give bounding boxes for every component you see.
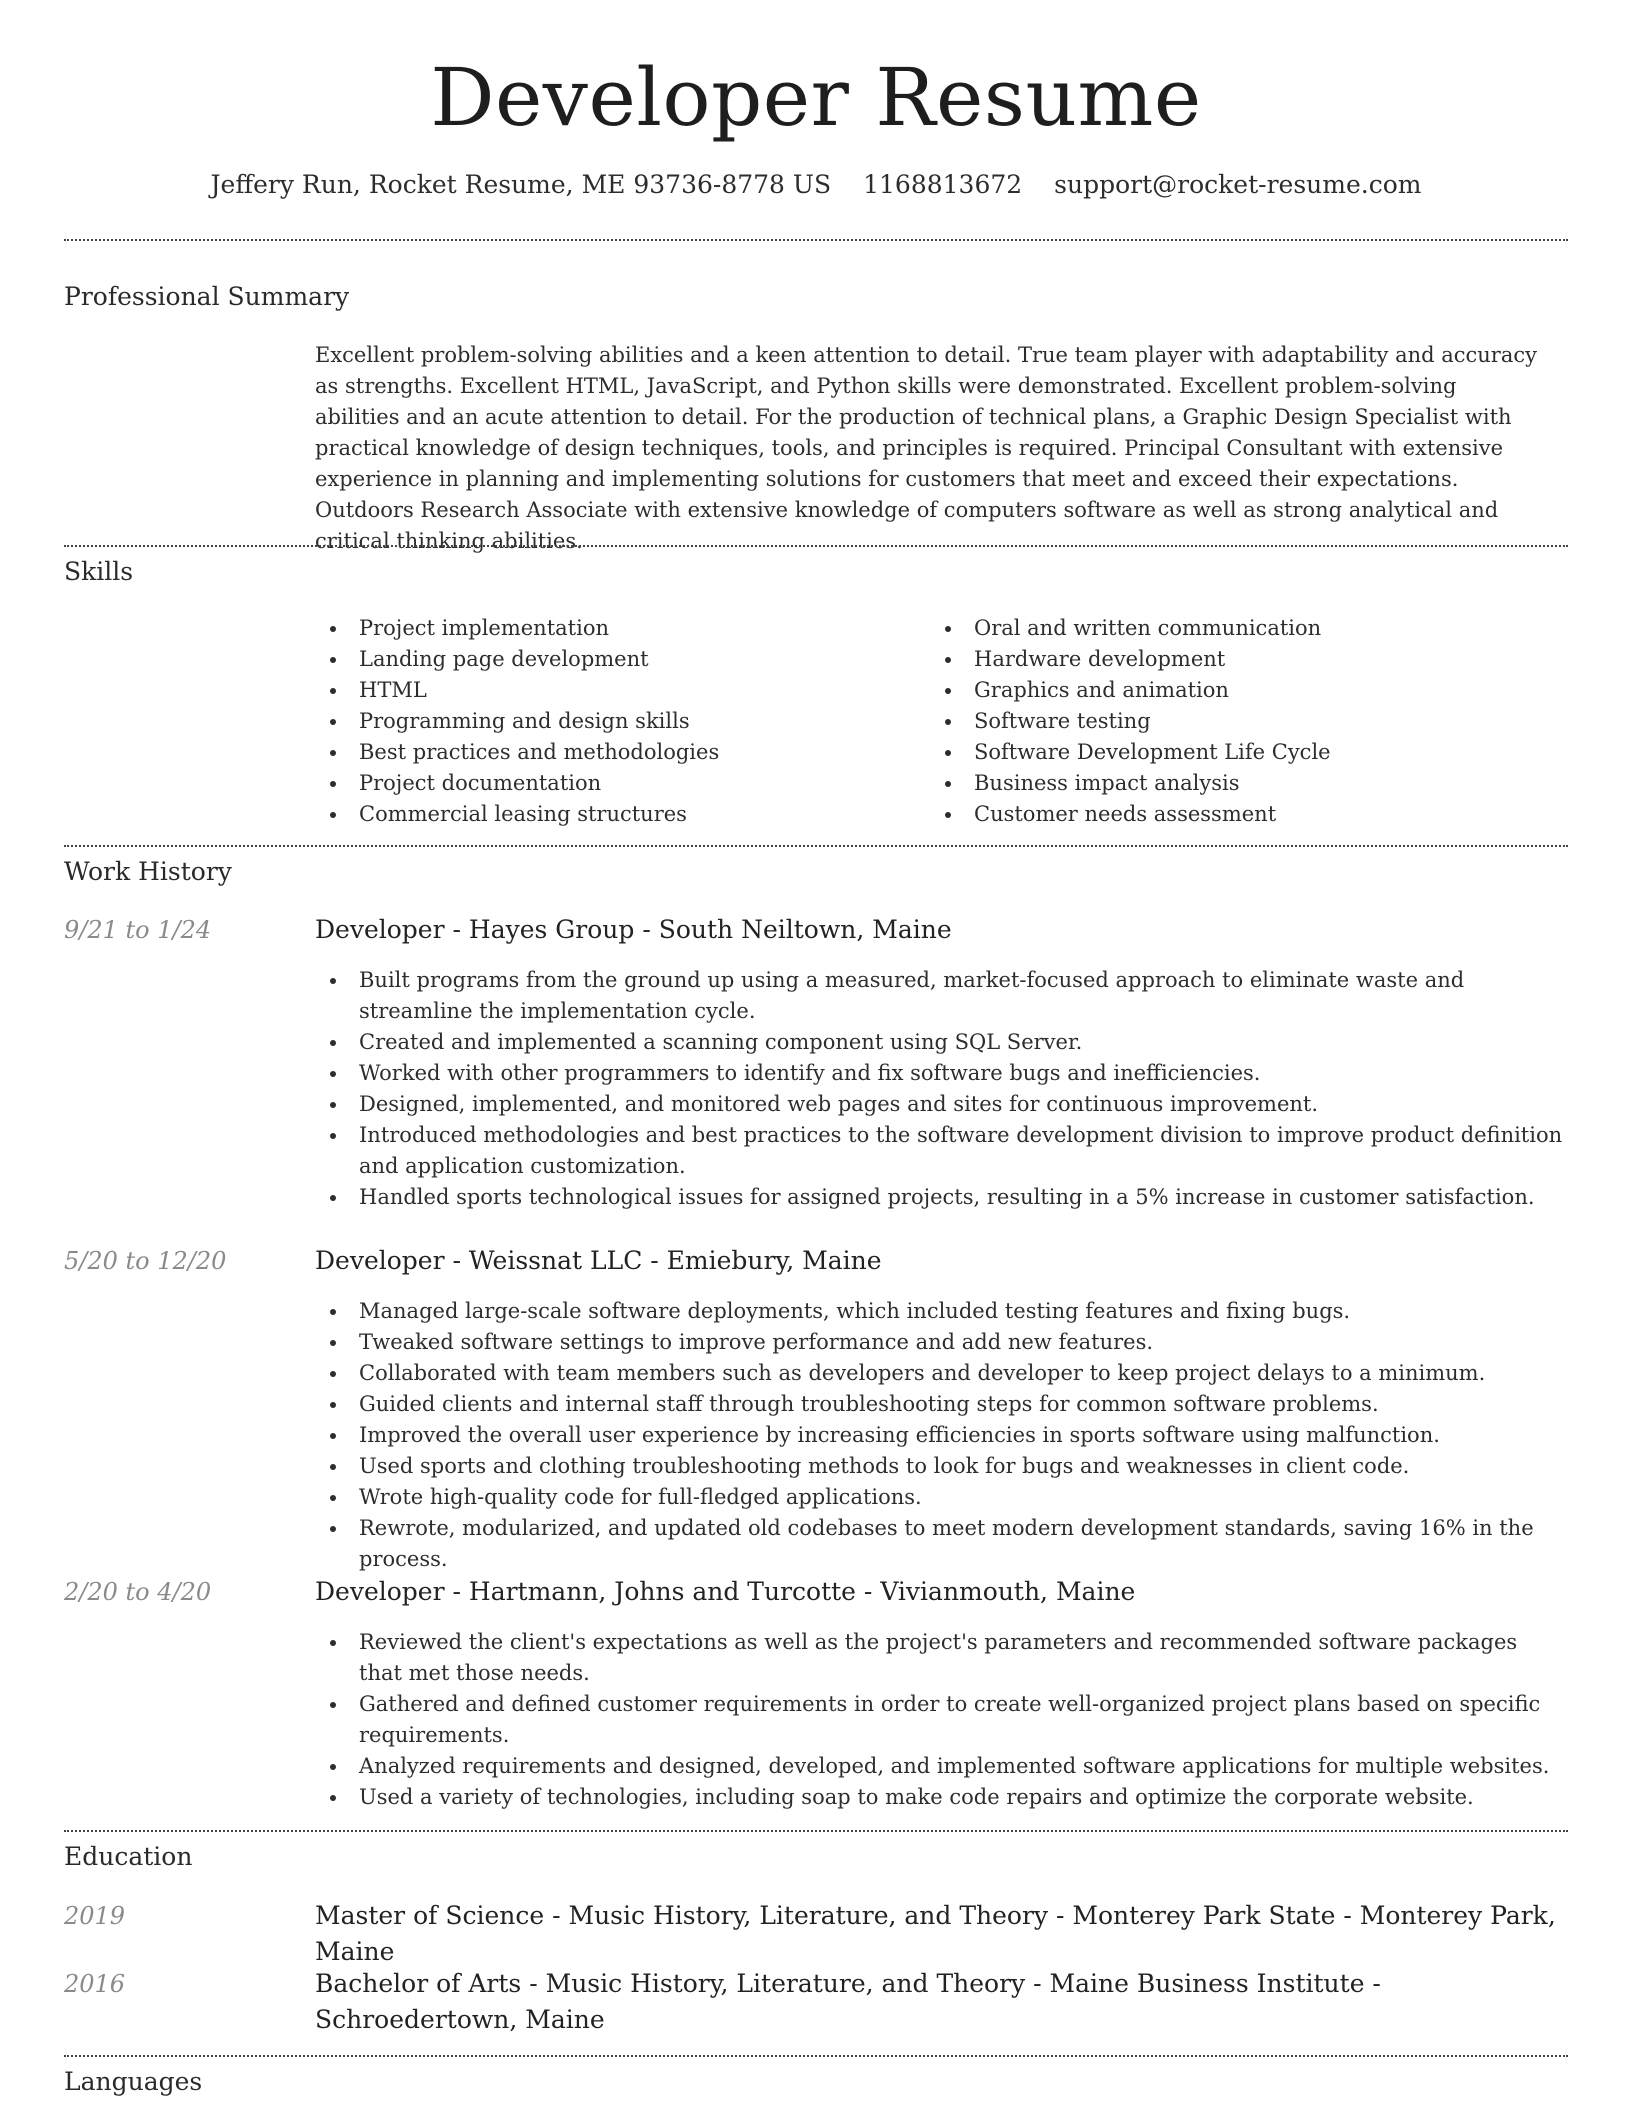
job-bullet: Gathered and defined customer requirements in order to create well-organized project plans based on specific requirements. xyxy=(315,1689,1565,1751)
job-bullet: Introduced methodologies and best practices to the software development division to improve product definition and application customization. xyxy=(315,1120,1565,1182)
job-bullet: Created and implemented a scanning component using SQL Server. xyxy=(315,1027,1565,1058)
section-divider xyxy=(64,2055,1568,2057)
skill-item: Software Development Life Cycle xyxy=(930,737,1520,768)
section-divider xyxy=(64,545,1568,547)
skill-item: Project documentation xyxy=(315,768,905,799)
skill-item: Graphics and animation xyxy=(930,675,1520,706)
skill-item: Project implementation xyxy=(315,613,905,644)
skill-item: Oral and written communication xyxy=(930,613,1520,644)
work-history-heading: Work History xyxy=(64,857,232,886)
skills-list-left xyxy=(315,613,905,830)
job-bullets xyxy=(315,1296,1565,1575)
skill-item: Customer needs assessment xyxy=(930,799,1520,830)
skill-item: Commercial leasing structures xyxy=(315,799,905,830)
skill-item: HTML xyxy=(315,675,905,706)
job-title: Developer - Hartmann, Johns and Turcotte - Vivianmouth, Maine xyxy=(315,1577,1136,1606)
skill-item: Landing page development xyxy=(315,644,905,675)
summary-heading: Professional Summary xyxy=(64,282,350,311)
job-title: Developer - Weissnat LLC - Emiebury, Maine xyxy=(315,1246,882,1275)
skill-item: Business impact analysis xyxy=(930,768,1520,799)
job-bullet: Used a variety of technologies, including soap to make code repairs and optimize the corporate website. xyxy=(315,1782,1565,1813)
contact-line xyxy=(64,168,1568,202)
job-bullets xyxy=(315,965,1565,1213)
contact-phone: 1168813672 xyxy=(863,170,1023,199)
job-dates: 2/20 to 4/20 xyxy=(64,1578,212,1606)
job-dates: 5/20 to 12/20 xyxy=(64,1247,227,1275)
section-divider xyxy=(64,845,1568,847)
page-title: Developer Resume xyxy=(430,51,1202,144)
contact-address: Jeffery Run, Rocket Resume, ME 93736-8778 US xyxy=(210,170,832,199)
job-bullet: Used sports and clothing troubleshooting methods to look for bugs and weaknesses in client code. xyxy=(315,1451,1565,1482)
job-bullet: Wrote high-quality code for full-fledged applications. xyxy=(315,1482,1565,1513)
education-year: 2019 xyxy=(64,1902,126,1930)
section-divider xyxy=(64,239,1568,241)
job-bullet: Reviewed the client's expectations as well as the project's parameters and recommended software packages that met those needs. xyxy=(315,1627,1565,1689)
section-divider xyxy=(64,1830,1568,1832)
summary-text: Excellent problem-solving abilities and a keen attention to detail. True team player with adaptability and accuracy as strengths. Excellent HTML, JavaScript, and Python skills were demonstrated. Excellent problem-solving abilities and an acute attention to detail. For the production of technical plans, a Graphic Design Specialist with practical knowledge of design techniques, tools, and principles is required. Principal Consultant with extensive experience in planning and implementing solutions for customers that meet and exceed their expectations. Outdoors Research Associate with extensive knowledge of computers software as well as strong analytical and critical thinking abilities. xyxy=(315,343,1537,553)
skills-list-right xyxy=(930,613,1520,830)
skills-heading: Skills xyxy=(64,557,134,586)
job-bullet: Handled sports technological issues for assigned projects, resulting in a 5% increase in customer satisfaction. xyxy=(315,1182,1565,1213)
job-bullet: Guided clients and internal staff through troubleshooting steps for common software problems. xyxy=(315,1389,1565,1420)
job-bullet: Analyzed requirements and designed, developed, and implemented software applications for multiple websites. xyxy=(315,1751,1565,1782)
job-bullet: Managed large-scale software deployments, which included testing features and fixing bugs. xyxy=(315,1296,1565,1327)
education-heading: Education xyxy=(64,1842,193,1871)
skill-item: Hardware development xyxy=(930,644,1520,675)
job-bullet: Built programs from the ground up using a measured, market-focused approach to eliminate waste and streamline the implementation cycle. xyxy=(315,965,1565,1027)
education-title: Master of Science - Music History, Literature, and Theory - Monterey Park State - Monterey Park, Maine xyxy=(315,1901,1556,1966)
skill-item: Software testing xyxy=(930,706,1520,737)
job-bullet: Designed, implemented, and monitored web pages and sites for continuous improvement. xyxy=(315,1089,1565,1120)
languages-heading: Languages xyxy=(64,2067,203,2096)
education-year: 2016 xyxy=(64,1970,126,1998)
skill-item: Best practices and methodologies xyxy=(315,737,905,768)
education-title: Bachelor of Arts - Music History, Literature, and Theory - Maine Business Institute - Schroedertown, Maine xyxy=(315,1969,1381,2034)
skill-item: Programming and design skills xyxy=(315,706,905,737)
job-bullet: Worked with other programmers to identify and fix software bugs and inefficiencies. xyxy=(315,1058,1565,1089)
job-bullet: Improved the overall user experience by increasing efficiencies in sports software using malfunction. xyxy=(315,1420,1565,1451)
job-bullet: Tweaked software settings to improve performance and add new features. xyxy=(315,1327,1565,1358)
job-bullet: Collaborated with team members such as developers and developer to keep project delays to a minimum. xyxy=(315,1358,1565,1389)
job-bullet: Rewrote, modularized, and updated old codebases to meet modern development standards, saving 16% in the process. xyxy=(315,1513,1565,1575)
job-bullets xyxy=(315,1627,1565,1813)
job-title: Developer - Hayes Group - South Neiltown, Maine xyxy=(315,915,952,944)
job-dates: 9/21 to 1/24 xyxy=(64,916,212,944)
contact-email: support@rocket-resume.com xyxy=(1054,170,1422,199)
resume-header xyxy=(64,48,1568,202)
